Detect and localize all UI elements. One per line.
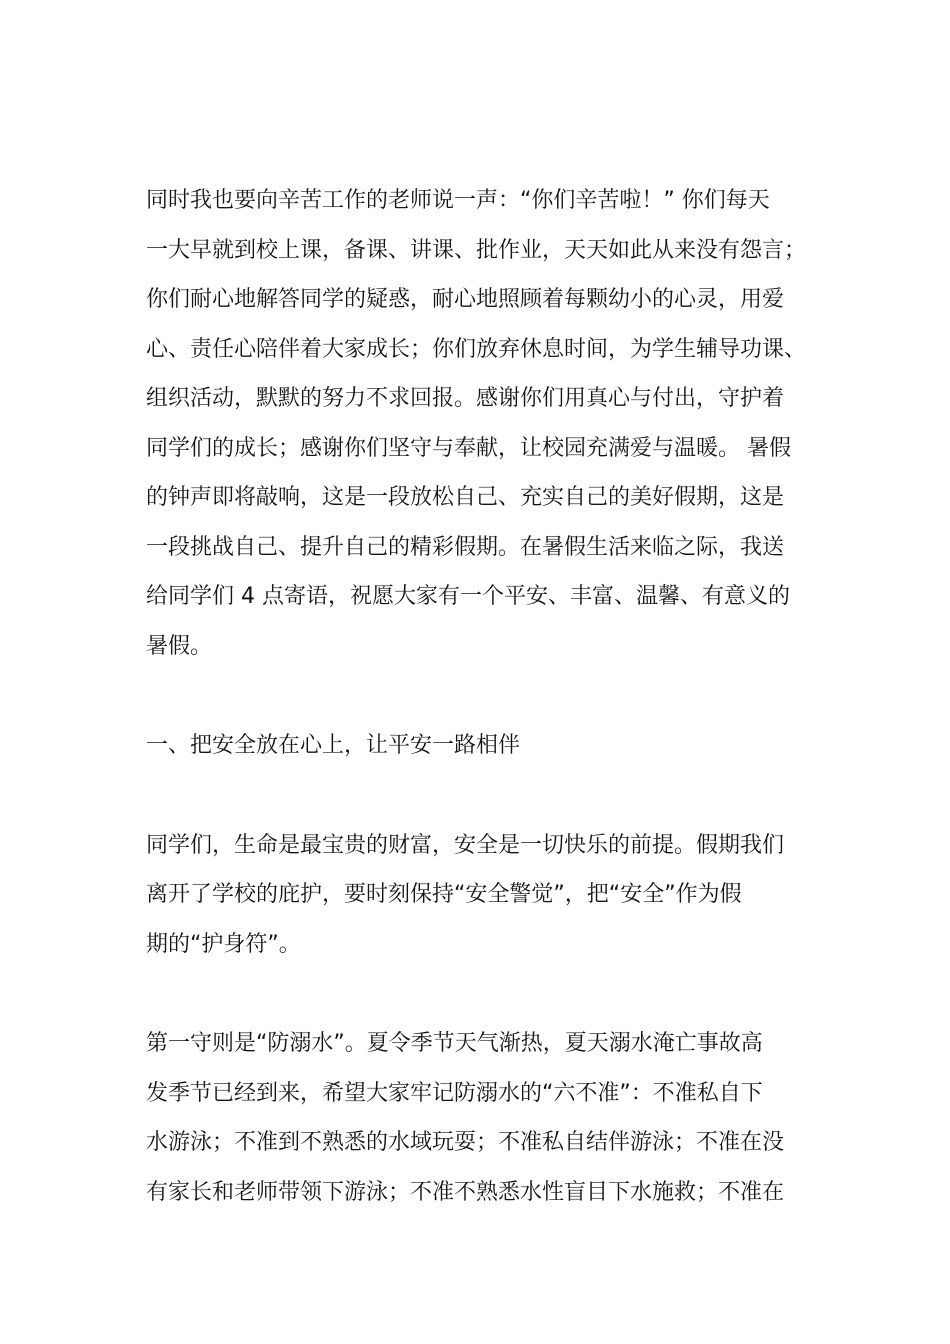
heading-line: 一、把安全放在心上，让平安一路相伴 [146, 733, 521, 758]
paragraph-drowning-rules [146, 1019, 821, 1217]
paragraph-teacher-thanks [146, 176, 821, 671]
text-line: 暑假。 [146, 633, 213, 659]
paragraph-gap [146, 671, 821, 721]
paragraph-gap [146, 969, 821, 1019]
text-line: 同学们，生命是最宝贵的财富，安全是一切快乐的前提。假期我们 [146, 832, 785, 858]
paragraph-safety-intro [146, 821, 821, 970]
paragraph-gap [146, 771, 821, 821]
text-line: 第一守则是“防溺水”。夏令季节天气渐热，夏天溺水淹亡事故高 [146, 1031, 763, 1056]
text-line: 一大早就到校上课，备课、讲课、批作业，天天如此从来没有怨言； [146, 237, 807, 263]
text-line: 期的“护身符”。 [146, 931, 301, 957]
text-line: 同时我也要向辛苦工作的老师说一声：“你们辛苦啦！” 你们每天 [146, 188, 770, 213]
text-line: 离开了学校的庇护，要时刻保持“安全警觉”，把“安全”作为假 [146, 882, 742, 907]
text-line: 发季节已经到来，希望大家牢记防溺水的“六不准”：不准私自下 [146, 1080, 763, 1106]
text-line: 你们耐心地解答同学的疑惑，耐心地照顾着每颗幼小的心灵，用爱 [146, 287, 785, 312]
section-heading [146, 721, 821, 771]
document-body [146, 176, 821, 1217]
text-line: 心、责任心陪伴着大家成长；你们放弃休息时间，为学生辅导功课、 [146, 336, 807, 362]
text-line: 有家长和老师带领下游泳；不准不熟悉水性盲目下水施救；不准在 [146, 1179, 785, 1205]
text-line: 同学们的成长；感谢你们坚守与奉献，让校园充满爱与温暖。 暑假 [146, 435, 791, 461]
text-line: 一段挑战自己、提升自己的精彩假期。在暑假生活来临之际，我送 [146, 534, 785, 560]
text-line: 组织活动，默默的努力不求回报。感谢你们用真心与付出，守护着 [146, 386, 785, 411]
text-line: 给同学们 4 点寄语，祝愿大家有一个平安、丰富、温馨、有意义的 [146, 584, 790, 609]
text-line: 水游泳；不准到不熟悉的水域玩耍；不准私自结伴游泳；不准在没 [146, 1130, 785, 1155]
text-line: 的钟声即将敲响，这是一段放松自己、充实自己的美好假期，这是 [146, 485, 785, 510]
